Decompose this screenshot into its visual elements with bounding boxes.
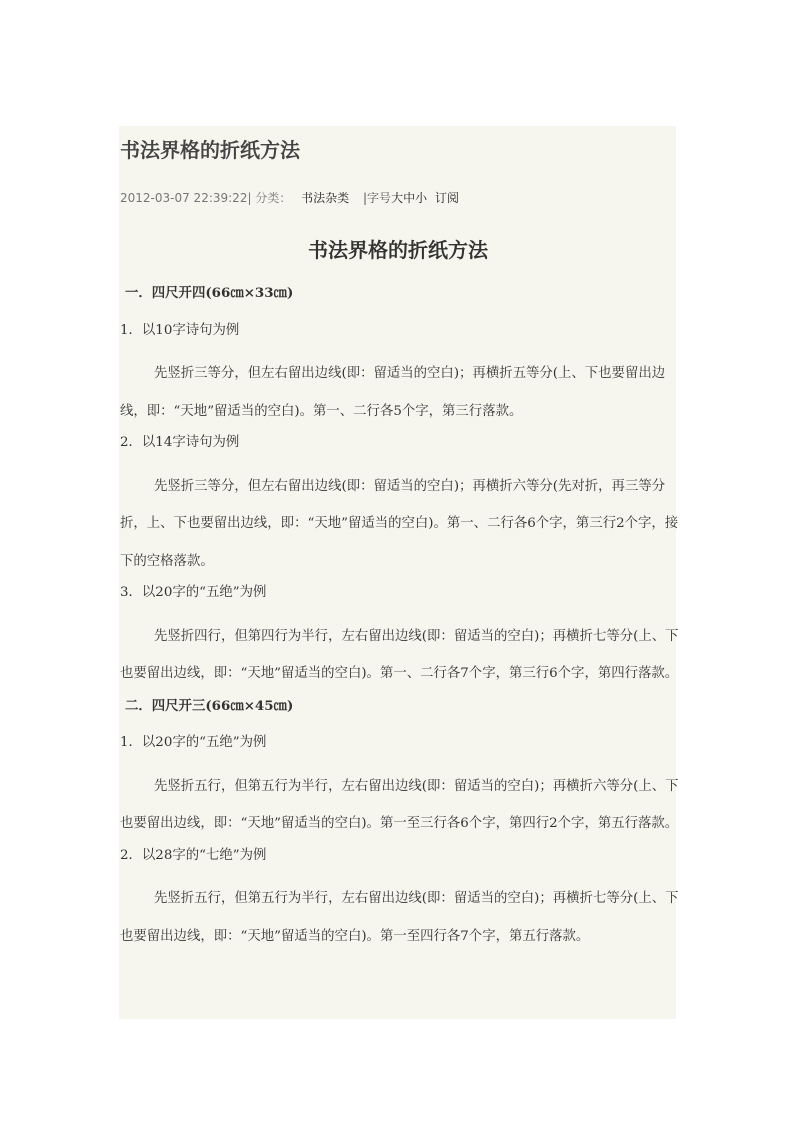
category-link[interactable]: 书法杂类 bbox=[301, 191, 350, 205]
item-label: 1．以20字的“五绝”为例 bbox=[120, 735, 267, 750]
item-paragraph: 先竖折四行，但第四行为半行，左右留出边线(即：留适当的空白)；再横折七等分(上、下也要留出边线，即：“天地”留适当的空白)。第一、二行各7个字，第三行6个字，第四行落款。 bbox=[120, 628, 679, 681]
section-heading: 一．四尺开四(66㎝×33㎝) bbox=[125, 285, 294, 301]
section-heading: 二．四尺开三(66㎝×45㎝) bbox=[125, 697, 294, 714]
item-label: 2．以28字的“七绝”为例 bbox=[120, 847, 267, 863]
post-meta bbox=[120, 190, 459, 206]
post-date: 2012-03-07 22:39:22| bbox=[120, 191, 252, 205]
blog-post-title: 书法界格的折纸方法 bbox=[120, 138, 300, 162]
item-paragraph: 先竖折五行，但第五行为半行，左右留出边线(即：留适当的空白)；再横折七等分(上、下也要留出边线，即：“天地”留适当的空白)。第一至四行各7个字，第五行落款。 bbox=[120, 891, 679, 944]
article-body bbox=[120, 280, 686, 955]
font-size-medium-link[interactable]: 中 bbox=[403, 191, 416, 205]
item-label: 2．以14字诗句为例 bbox=[120, 435, 240, 450]
item-label: 1．以10字诗句为例 bbox=[120, 322, 240, 338]
article-title: 书法界格的折纸方法 bbox=[308, 238, 488, 262]
item-paragraph: 先竖折五行，但第五行为半行，左右留出边线(即：留适当的空白)；再横折六等分(上、下也要留出边线，即：“天地”留适当的空白)。第一至三行各6个字，第四行2个字，第五行落款。 bbox=[120, 778, 679, 831]
item-paragraph: 先竖折三等分，但左右留出边线(即：留适当的空白)；再横折六等分(先对折，再三等分折，上、下也要留出边线，即：“天地”留适当的空白)。第一、二行各6个字，第三行2个字，接下的空格落款。 bbox=[120, 478, 679, 569]
font-size-label: |字号 bbox=[363, 191, 392, 205]
font-size-large-link[interactable]: 大 bbox=[391, 191, 404, 205]
item-paragraph: 先竖折三等分，但左右留出边线(即：留适当的空白)；再横折五等分(上、下也要留出边线，即：“天地”留适当的空白)。第一、二行各5个字，第三行落款。 bbox=[120, 366, 666, 419]
item-label: 3．以20字的“五绝”为例 bbox=[120, 585, 267, 600]
font-size-small-link[interactable]: 小 bbox=[415, 191, 428, 205]
category-label: 分类： bbox=[255, 191, 292, 205]
subscribe-link[interactable]: 订阅 bbox=[434, 191, 459, 205]
